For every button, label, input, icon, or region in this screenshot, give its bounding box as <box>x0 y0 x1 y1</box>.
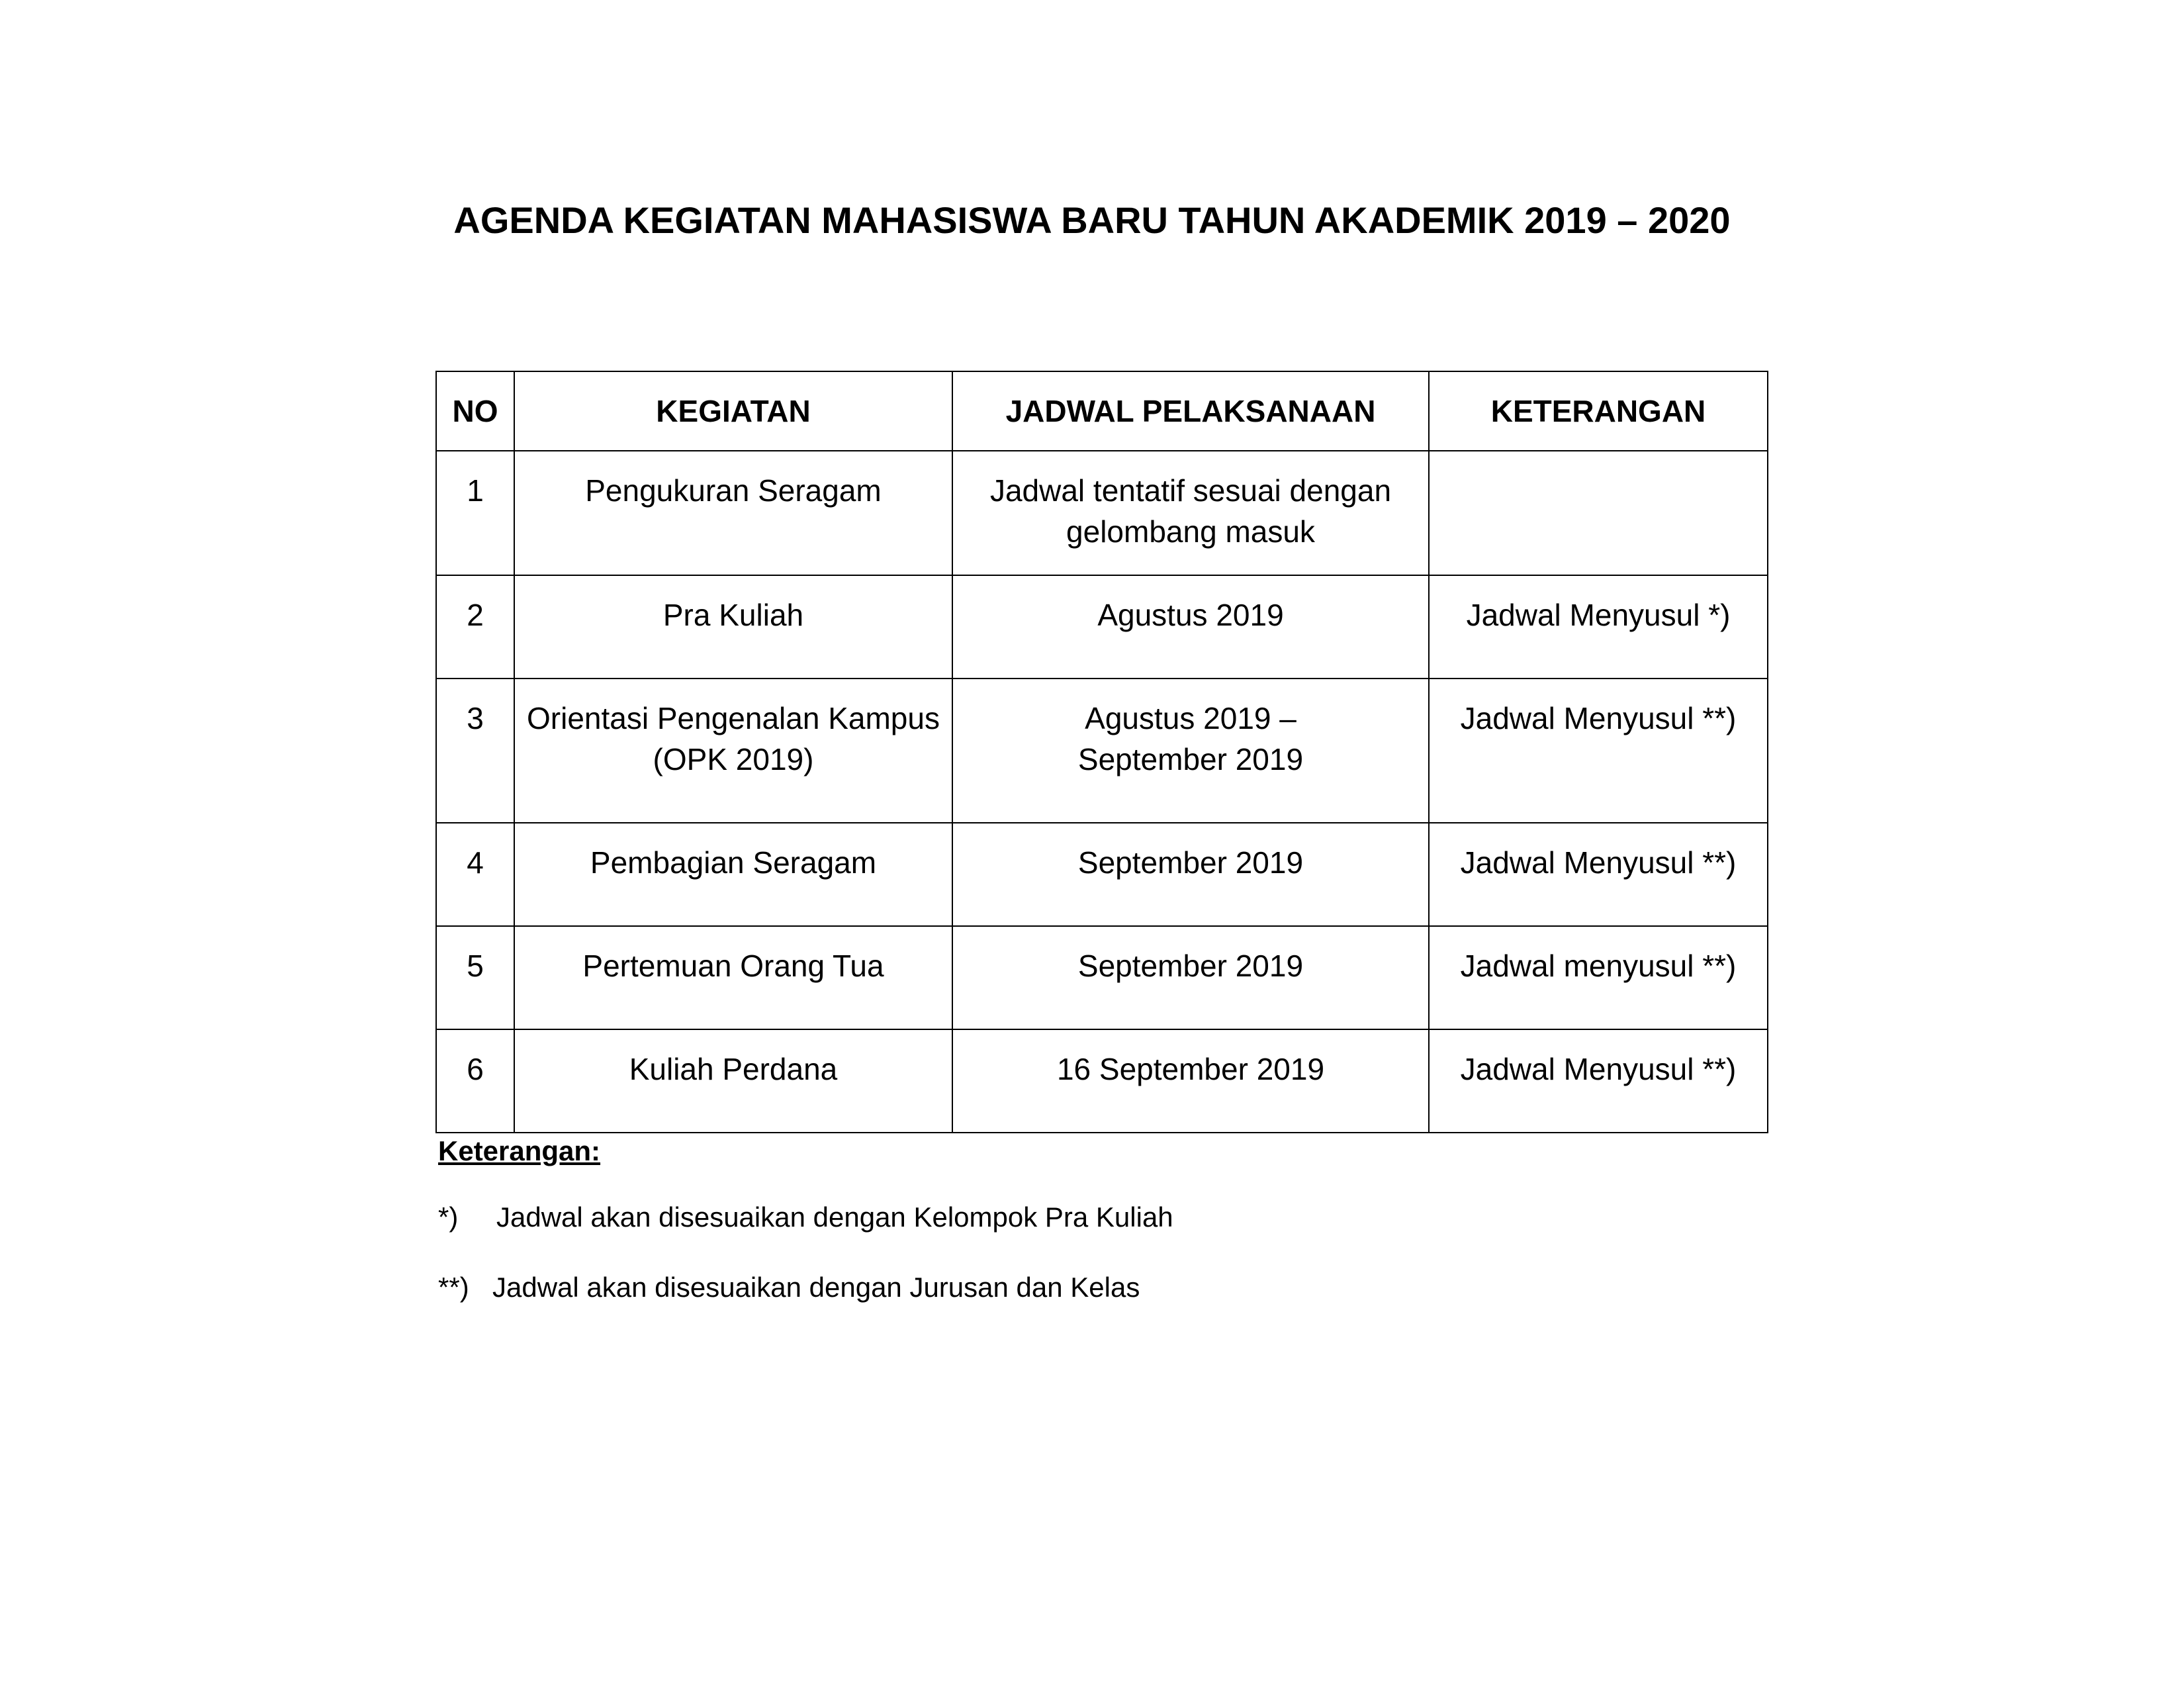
cell-kegiatan <box>514 1029 952 1133</box>
cell-keterangan: Jadwal Menyusul *) <box>1429 575 1768 679</box>
note-text: Jadwal akan disesuaikan dengan Kelompok Pra Kuliah <box>496 1201 1173 1233</box>
cell-line: September 2019 <box>1077 845 1304 880</box>
cell-line: Pra Kuliah <box>662 598 804 632</box>
cell-line: gelombang masuk <box>1066 514 1315 549</box>
cell-line: Jadwal tentatif sesuai dengan <box>989 473 1392 508</box>
note-mark: *) <box>438 1201 459 1233</box>
table-row <box>436 451 1768 575</box>
header-keterangan: KETERANGAN <box>1429 371 1768 451</box>
agenda-table <box>435 371 1768 1133</box>
note-item <box>438 1270 1173 1305</box>
table-row <box>436 1029 1768 1133</box>
cell-line: Agustus 2019 <box>1097 598 1284 632</box>
cell-jadwal <box>952 679 1429 823</box>
cell-kegiatan <box>514 823 952 926</box>
table-row <box>436 575 1768 679</box>
cell-line: (OPK 2019) <box>653 742 814 776</box>
note-text: Jadwal akan disesuaikan dengan Jurusan dan Kelas <box>492 1272 1140 1303</box>
cell-no: 3 <box>436 679 514 823</box>
table-row <box>436 679 1768 823</box>
cell-line: Orientasi Pengenalan Kampus <box>527 701 940 735</box>
cell-line: Kuliah Perdana <box>629 1052 838 1086</box>
note-item <box>438 1199 1173 1235</box>
page-title: AGENDA KEGIATAN MAHASISWA BARU TAHUN AKADEMIK 2019 – 2020 <box>453 199 1731 241</box>
cell-keterangan: Jadwal Menyusul **) <box>1429 823 1768 926</box>
cell-line: Agustus 2019 – <box>1085 701 1297 735</box>
cell-line: Pembagian Seragam <box>590 845 877 880</box>
cell-jadwal <box>952 926 1429 1029</box>
cell-keterangan <box>1429 451 1768 575</box>
table-header-row <box>436 371 1768 451</box>
cell-kegiatan <box>514 575 952 679</box>
cell-line: 16 September 2019 <box>1056 1052 1325 1086</box>
cell-jadwal <box>952 575 1429 679</box>
cell-line: Pertemuan Orang Tua <box>582 949 884 983</box>
notes-section <box>438 1133 1173 1340</box>
cell-no: 1 <box>436 451 514 575</box>
cell-kegiatan <box>514 679 952 823</box>
header-kegiatan: KEGIATAN <box>514 371 952 451</box>
cell-keterangan: Jadwal Menyusul **) <box>1429 1029 1768 1133</box>
cell-no: 2 <box>436 575 514 679</box>
cell-line: September 2019 <box>1077 742 1304 776</box>
cell-no: 4 <box>436 823 514 926</box>
cell-line: Pengukuran Seragam <box>585 473 882 508</box>
cell-jadwal <box>952 451 1429 575</box>
header-jadwal: JADWAL PELAKSANAAN <box>952 371 1429 451</box>
table-row <box>436 926 1768 1029</box>
cell-keterangan: Jadwal Menyusul **) <box>1429 679 1768 823</box>
cell-jadwal <box>952 823 1429 926</box>
table-row <box>436 823 1768 926</box>
cell-no: 6 <box>436 1029 514 1133</box>
notes-heading: Keterangan: <box>438 1135 601 1166</box>
cell-kegiatan <box>514 926 952 1029</box>
header-no: NO <box>436 371 514 451</box>
cell-jadwal <box>952 1029 1429 1133</box>
cell-line: September 2019 <box>1077 949 1304 983</box>
cell-keterangan: Jadwal menyusul **) <box>1429 926 1768 1029</box>
cell-kegiatan <box>514 451 952 575</box>
note-mark: **) <box>438 1272 469 1303</box>
cell-no: 5 <box>436 926 514 1029</box>
